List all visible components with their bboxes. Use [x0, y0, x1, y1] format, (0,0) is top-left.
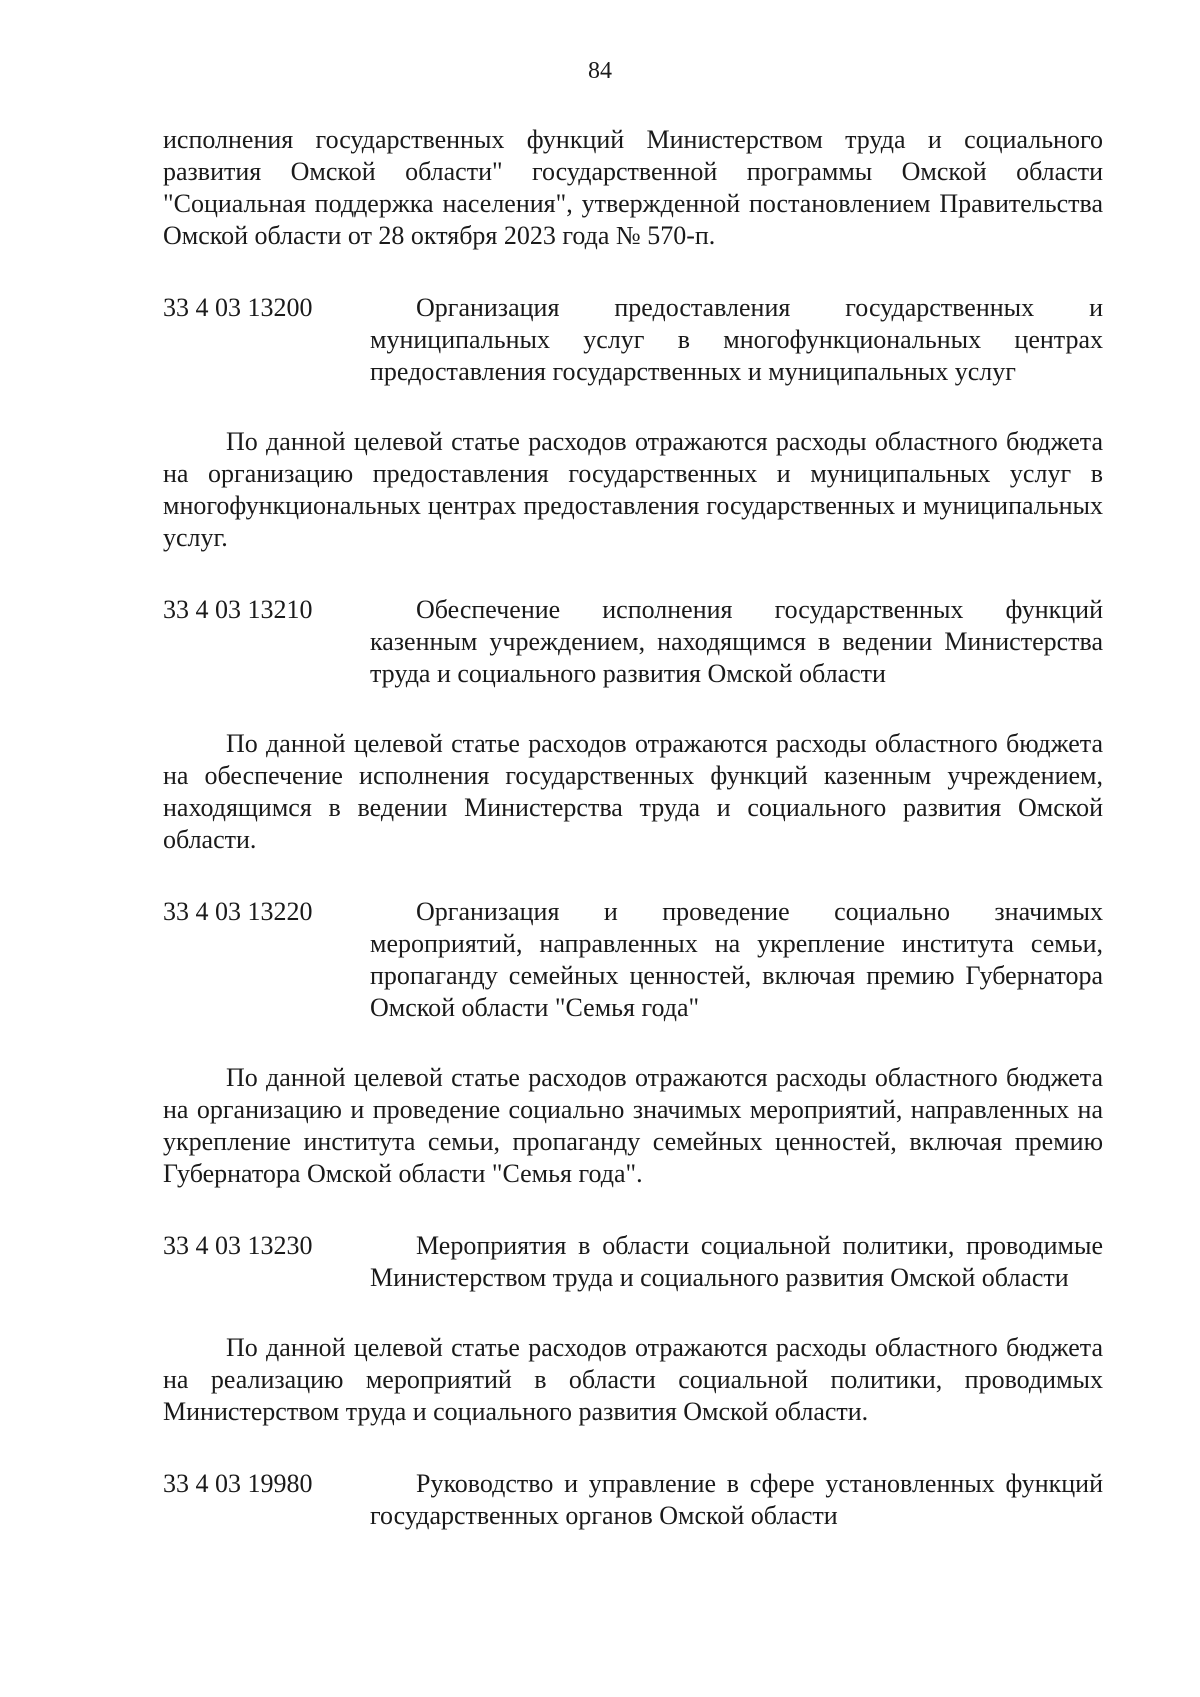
page-number: 84 [588, 58, 612, 84]
article-title: Мероприятия в области социальной политики, проводимые Министерством труда и социального развития Омской области [370, 1231, 1103, 1292]
article-description: По данной целевой статье расходов отражаются расходы областного бюджета на организацию и проведение социально значимых мероприятий, направленных на укрепление института семьи, пропаганду семейных ценностей, включая премию Губернатора Омской области "Семья года". [163, 1063, 1103, 1188]
article-title: Руководство и управление в сфере установленных функций государственных органов Омской области [370, 1469, 1103, 1530]
article-title: Организация предоставления государственных и муниципальных услуг в многофункциональных центрах предоставления государственных и муниципальных услуг [370, 293, 1103, 386]
article-code: 33 4 03 13210 [163, 595, 313, 624]
article-code: 33 4 03 13200 [163, 293, 313, 322]
article-code: 33 4 03 19980 [163, 1469, 313, 1498]
article-entry [163, 1230, 1103, 1294]
intro-paragraph: исполнения государственных функций Министерством труда и социального развития Омской области" государственной программы Омской области "Социальная поддержка населения", утвержденной постановлением Правительства Омской области от 28 октября 2023 года № 570-п. [163, 125, 1103, 250]
article-entry [163, 292, 1103, 388]
document-body [163, 124, 1103, 1532]
article-code: 33 4 03 13220 [163, 897, 313, 926]
article-description: По данной целевой статье расходов отражаются расходы областного бюджета на реализацию мероприятий в области социальной политики, проводимых Министерством труда и социального развития Омской области. [163, 1333, 1103, 1426]
article-description: По данной целевой статье расходов отражаются расходы областного бюджета на организацию предоставления государственных и муниципальных услуг в многофункциональных центрах предоставления государственных и муниципальных услуг. [163, 427, 1103, 552]
article-code: 33 4 03 13230 [163, 1231, 313, 1260]
article-description: По данной целевой статье расходов отражаются расходы областного бюджета на обеспечение исполнения государственных функций казенным учреждением, находящимся в ведении Министерства труда и социального развития Омской области. [163, 729, 1103, 854]
article-entry [163, 1468, 1103, 1532]
article-title: Организация и проведение социально значимых мероприятий, направленных на укрепление института семьи, пропаганду семейных ценностей, включая премию Губернатора Омской области "Семья года" [370, 897, 1103, 1022]
article-title: Обеспечение исполнения государственных функций казенным учреждением, находящимся в ведении Министерства труда и социального развития Омской области [370, 595, 1103, 688]
article-entry [163, 896, 1103, 1024]
article-entry [163, 594, 1103, 690]
